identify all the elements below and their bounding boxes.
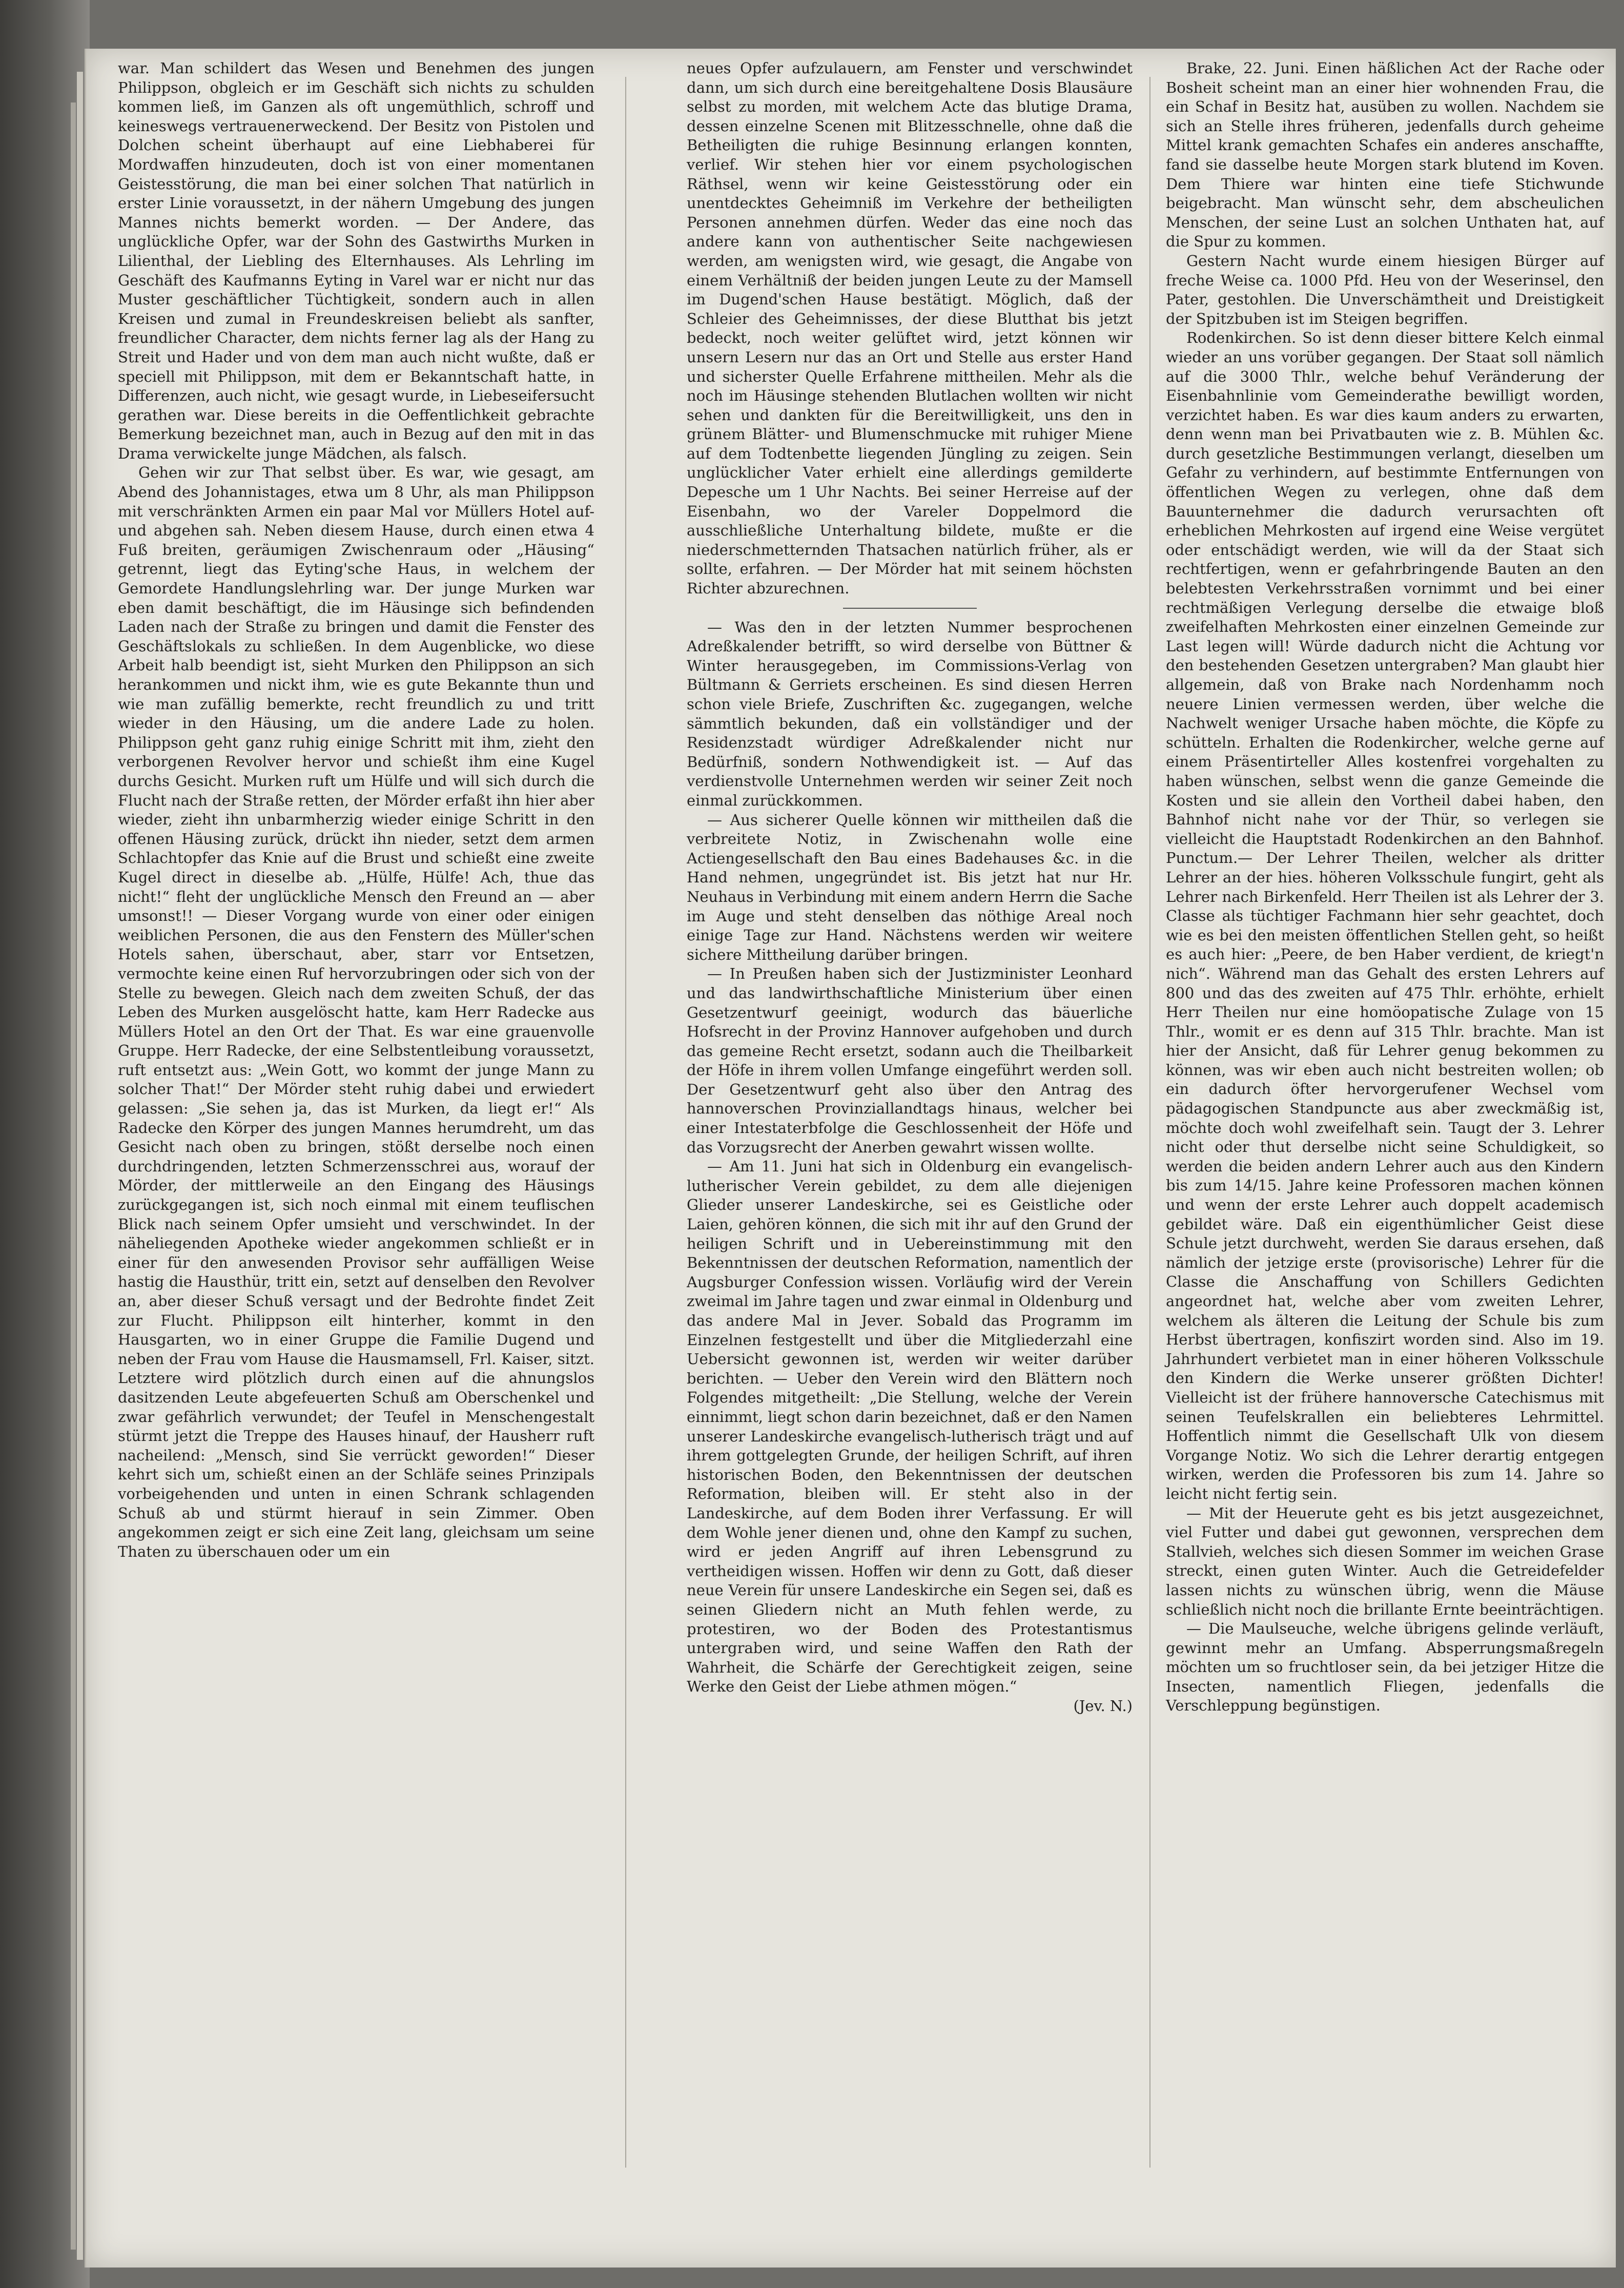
page-edge [77,72,83,2260]
column-rule [1149,77,1150,2168]
article-paragraph: neues Opfer aufzulauern, am Fenster und verschwindet dann, um sich durch eine bereitgehaltene Dosis Blausäure selbst zu morden, mit welchem Acte das blutige Drama, dessen einzelne Scenen mit Blitzesschnelle, ohne daß die Betheiligten die ruhige Besinnung erlangen konnten, verlief. Wir stehen hier vor einem psychologischen Räthsel, wenn wir keine Geistesstörung oder ein unentdecktes Geheimniß im Verkehre der betheiligten Personen annehmen dürfen. Weder das eine noch das andere kann von authentischer Seite nachgewiesen werden, am wenigsten wird, wie gesagt, die Angabe von einem Verhältniß der beiden jungen Leute zu der Mamsell im Dugend'schen Hause bestätigt. Möglich, daß der Schleier des Geheimnisses, der diese Blutthat bis jetzt bedeckt, noch weiter gelüftet wird, jetzt können wir unsern Lesern nur das an Ort und Stelle aus erster Hand und sicherster Quelle Erfahrene mittheilen. Mehr als die noch im Häusinge stehenden Blutlachen wollten wir nicht sehen und dankten für die Bereitwilligkeit, uns den in grünem Blätter- und Blumenschmucke mit ruhiger Miene auf dem Todtenbette liegenden Jüngling zu zeigen. Sein unglücklicher Vater erhielt eine allerdings gemilderte Depesche um 1 Uhr Nachts. Bei seiner Herreise auf der Eisenbahn, wo der Vareler Doppelmord die ausschließliche Unterhaltung bildete, mußte er die niederschmetternden Thatsachen natürlich früher, als er sollte, erfahren. — Der Mörder hat mit seinem höchsten Richter abzurechnen. [687,59,1133,597]
article-paragraph: — In Preußen haben sich der Justizminister Leonhard und das landwirthschaftliche Ministerium über einen Gesetzentwurf geeinigt, wodurch das bäuerliche Hofsrecht in der Provinz Hannover aufgehoben und durch das gemeine Recht ersetzt, sodann auch die Theilbarkeit der Höfe in ihrem vollen Umfange eingeführt werden soll. Der Gesetzentwurf geht also über den Antrag des hannoverschen Provinziallandtags hinaus, welcher bei einer Intestaterbfolge die Geschlossenheit der Höfe und das Vorzugsrecht der Anerben gewahrt wissen wollte. [687,965,1133,1156]
article-paragraph: — Aus sicherer Quelle können wir mittheilen daß die verbreitete Notiz, in Zwischenahn wolle eine Actiengesellschaft den Bau eines Badehauses &c. in die Hand nehmen, ungegründet ist. Bis jetzt hat nur Hr. Neuhaus in Verbindung mit einem andern Herrn die Sache im Auge und steht denselben das nöthige Areal noch einige Tage zur Hand. Nächstens werden wir weitere sichere Mittheilung darüber bringen. [687,811,1133,963]
column-1 [118,59,594,1561]
article-paragraph: — Was den in der letzten Nummer besprochenen Adreßkalender betrifft, so wird derselbe von Büttner & Winter herausgegeben, im Commissions-Verlag von Bültmann & Gerriets erscheinen. Es sind diesen Herren schon viele Briefe, Zuschriften &c. zugegangen, welche sämmtlich bekunden, daß ein vollständiger und der Residenzstadt würdiger Adreßkalender nicht nur Bedürfniß, sondern Nothwendigkeit ist. — Auf das verdienstvolle Unternehmen werden wir seiner Zeit noch einmal zurückkommen. [687,618,1133,809]
source-citation: (Jev. N.) [1073,1697,1133,1715]
column-2 [687,59,1133,1716]
article-paragraph: — Am 11. Juni hat sich in Oldenburg ein evangelisch-lutherischer Verein gebildet, zu dem alle diejenigen Glieder unserer Landeskirche, sei es Geistliche oder Laien, gehören können, die sich mit ihr auf den Grund der heiligen Schrift und in Uebereinstimmung mit den Bekenntnissen der deutschen Reformation, namentlich der Augsburger Confession wissen. Vorläufig wird der Verein zweimal im Jahre tagen und zwar einmal in Oldenburg und das andere Mal in Jever. Sobald das Programm im Einzelnen festgestellt und über die Mitgliederzahl eine Uebersicht gewonnen ist, werden wir weiter darüber berichten. — Ueber den Verein wird den Blättern noch Folgendes mitgetheilt: „Die Stellung, welche der Verein einnimmt, liegt schon darin bezeichnet, daß er den Namen unserer Landeskirche evangelisch-lutherisch trägt und auf ihrem gottgelegten Grunde, der heiligen Schrift, auf ihren historischen Boden, den Bekenntnissen der deutschen Reformation, bleiben will. Er steht also in der Landeskirche, auf dem Boden ihrer Verfassung. Er will dem Wohle jener dienen und, ohne den Kampf zu suchen, wird er jeden Angriff auf ihren Lebensgrund zu vertheidigen wissen. Hoffen wir denn zu Gott, daß dieser neue Verein für unsere Landeskirche ein Segen sei, daß es seinen Gliedern nicht an Muth fehlen werde, zu protestiren, wo der Boden des Protestantismus untergraben wird, und seine Waffen den Rath der Wahrheit, die Schärfe der Gerechtigkeit zeigen, seine Werke den Geist der Liebe athmen mögen.“ [687,1158,1133,1696]
article-paragraph: Gehen wir zur That selbst über. Es war, wie gesagt, am Abend des Johannistages, etwa um 8 Uhr, als man Philippson mit verschränkten Armen ein paar Mal vor Müllers Hotel auf- und abgehen sah. Neben diesem Hause, durch einen etwa 4 Fuß breiten, geräumigen Zwischenraum oder „Häusing“ getrennt, liegt das Eyting'sche Haus, in welchem der Gemordete Handlungslehrling war. Der junge Murken war eben damit beschäftigt, die im Häusinge sich befindenden Laden nach der Straße zu bringen und damit die Fenster des Geschäftslokals zu schließen. In dem Augenblicke, wo diese Arbeit halb beendigt ist, sieht Murken den Philippson an sich herankommen und nickt ihm, wie es gute Bekannte thun und wie man zufällig bemerkte, recht freundlich zu und tritt wieder in den Häusing, um die andere Lade zu holen. Philippson geht ganz ruhig einige Schritt mit ihm, zieht den verborgenen Revolver hervor und schießt ihm eine Kugel durchs Gesicht. Murken ruft um Hülfe und will sich durch die Flucht nach der Straße retten, der Mörder erfaßt ihn hier aber wieder, zieht ihn unbarmherzig wieder einige Schritt in den offenen Häusing zurück, drückt ihn nieder, setzt dem armen Schlachtopfer das Knie auf die Brust und schießt eine zweite Kugel direct in dieselbe ab. „Hülfe, Hülfe! Ach, thue das nicht!“ fleht der unglückliche Mensch den Freund an — aber umsonst!! — Dieser Vorgang wurde von einer oder einigen weiblichen Personen, die aus den Fenstern des Müller'schen Hotels sahen, überschaut, aber, starr vor Entsetzen, vermochte keine einen Ruf hervorzubringen oder sich von der Stelle zu bewegen. Gleich nach dem zweiten Schuß, der das Leben des Murken ausgelöscht hatte, kam Herr Radecke aus Müllers Hotel an den Ort der That. Es war eine grauenvolle Gruppe. Herr Radecke, der eine Selbstentleibung voraussetzt, ruft entsetzt aus: „Wein Gott, wo kommt der junge Mann zu solcher That!“ Der Mörder steht ruhig dabei und erwiedert gelassen: „Sie sehen ja, das ist Murken, da liegt er!“ Als Radecke den Körper des jungen Mannes herumdreht, um das Gesicht nach oben zu bringen, stößt derselbe noch einen durchdringenden, letzten Schmerzensschrei aus, worauf der Mörder, der mittlerweile an den Eingang des Häusings zurückgegangen ist, sich noch einmal mit einem teuflischen Blick nach seinem Opfer umsieht und verschwindet. In der näheliegenden Apotheke wieder angekommen schließt er in einer für den anwesenden Provisor sehr auffälligen Weise hastig die Hausthür, tritt ein, setzt auf denselben den Revolver an, aber dieser Schuß versagt und der Bedrohte findet Zeit zur Flucht. Philippson eilt hinterher, kommt in den Hausgarten, wo in einer Gruppe die Familie Dugend und neben der Frau vom Hause die Hausmamsell, Frl. Kaiser, sitzt. Letztere wird plötzlich durch einen auf die ahnungslos dasitzenden Leute abgefeuerten Schuß am Oberschenkel und zwar gefährlich verwundet; der Teufel in Menschengestalt stürmt jetzt die Treppe des Hauses hinauf, der Hausherr ruft nacheilend: „Mensch, sind Sie verrückt geworden!“ Dieser kehrt sich um, schießt einen an der Schläfe seines Prinzipals vorbeigehenden und unten in einen Schrank schlagenden Schuß ab und stürmt hierauf in sein Zimmer. Oben angekommen zeigt er sich eine Zeit lang, gleichsam um seine Thaten zu überschauen oder um ein [118,464,594,1560]
section-divider [687,601,1133,616]
article-paragraph: Gestern Nacht wurde einem hiesigen Bürger auf freche Weise ca. 1000 Pfd. Heu von der Weserinsel, den Pater, gestohlen. Die Unverschämtheit und Dreistigkeit der Spitzbuben ist im Steigen begriffen. [1166,252,1604,327]
column-3 [1166,59,1604,1716]
article-paragraph: — Mit der Heuerute geht es bis jetzt ausgezeichnet, viel Futter und dabei gut gewonnen, versprechen dem Stallvieh, welches sich diesen Sommer im weichen Grase streckt, einen guten Winter. Auch die Getreidefelder lassen nichts zu wünschen übrig, wenn die Mäuse schließlich nicht noch die brillante Ernte beeinträchtigen. [1166,1504,1604,1618]
article-paragraph: Brake, 22. Juni. Einen häßlichen Act der Rache oder Bosheit scheint man an einer hier wohnenden Frau, die ein Schaf in Besitz hat, ausüben zu wollen. Nachdem sie sich an Stelle ihres früheren, jedenfalls durch geheime Mittel krank gemachten Schafes ein anderes anschaffte, fand sie dasselbe heute Morgen stark blutend im Koven. Dem Thiere war hinten eine tiefe Stichwunde beigebracht. Man wünscht sehr, dem abscheulichen Menschen, der seine Lust an solchen Unthaten hat, auf die Spur zu kommen. [1166,59,1604,251]
column-rule [625,77,626,2168]
page-edge [71,102,76,2250]
article-paragraph: — Die Maulseuche, welche übrigens gelinde verläuft, gewinnt mehr an Umfang. Absperrungsmaßregeln möchten um so fruchtloser sein, da bei jetziger Hitze die Insecten, namentlich Fliegen, jedenfalls die Verschleppung begünstigen. [1166,1620,1604,1715]
article-paragraph: war. Man schildert das Wesen und Benehmen des jungen Philippson, obgleich er im Geschäft sich nichts zu schulden kommen ließ, im Ganzen als oft ungemüthlich, schroff und keineswegs vertrauenerweckend. Der Besitz von Pistolen und Dolchen scheint überhaupt auf eine Liebhaberei für Mordwaffen hinzudeuten, doch ist von einer momentanen Geistesstörung, die man bei einer solchen That natürlich in erster Linie voraussetzt, in der nähern Umgebung des jungen Mannes nichts bemerkt worden. — Der Andere, das unglückliche Opfer, war der Sohn des Gastwirths Murken in Lilienthal, der Liebling des Elternhauses. Als Lehrling im Geschäft des Kaufmanns Eyting in Varel war er nicht nur das Muster geschäftlicher Tüchtigkeit, sondern auch in allen Kreisen und zumal in Freundeskreisen beliebt als sanfter, freundlicher Character, dem nichts ferner lag als der Hang zu Streit und Hader und von dem man auch nicht wußte, daß er speciell mit Philippson, mit dem er Bekanntschaft hatte, in Differenzen, auch nicht, wie gesagt wurde, in Liebeseifersucht gerathen war. Diese bereits in die Oeffentlichkeit gebrachte Bemerkung bezeichnet man, auch in Bezug auf den mit in das Drama verwickelte junge Mädchen, als falsch. [118,59,594,462]
article-paragraph: Rodenkirchen. So ist denn dieser bittere Kelch einmal wieder an uns vorüber gegangen. Der Staat soll nämlich auf die 3000 Thlr., welche behuf Veränderung der Eisenbahnlinie vom Gemeinderathe bewilligt worden, verzichtet haben. Es war dies kaum anders zu erwarten, denn wenn man bei Privatbauten wie z. B. Mühlen &c. durch gesetzliche Bestimmungen verlangt, dieselben um Gefahr zu verhindern, auf bestimmte Entfernungen von öffentlichen Wegen zu verlegen, ohne daß dem Bauunternehmer die dadurch verursachten oft erheblichen Mehrkosten auf irgend eine Weise vergütet oder entschädigt werden, wie will da der Staat sich rechtfertigen, wenn er gefahrbringende Bauten an den belebtesten Verkehrsstraßen vornimmt und bei einer rechtmäßigen Verlegung derselbe die etwaige bloß zweifelhaften Mehrkosten einer einzelnen Gemeinde zur Last legen will! Würde dadurch nicht die Achtung vor den bestehenden Gesetzen untergraben? Man glaubt hier allgemein, daß von Brake nach Nordenhamm noch neuere Linien vermessen werden, über welche die Nachwelt weniger Ursache haben möchte, die Köpfe zu schütteln. Erhalten die Rodenkircher, welche gerne auf einem Präsentirteller Alles kostenfrei vorgehalten zu haben wünschen, selbst wenn die ganze Gemeinde die Kosten und sie allein den Vortheil dabei haben, den Bahnhof nicht nahe vor der Thür, so verlegen sie vielleicht die Hauptstadt Rodenkirchen an den Bahnhof. Punctum.— Der Lehrer Theilen, welcher als dritter Lehrer an der hies. höheren Volksschule fungirt, geht als Lehrer nach Birkenfeld. Herr Theilen ist als Lehrer der 3. Classe als tüchtiger Fachmann hier sehr geachtet, doch wie es bei den meisten öffentlichen Stellen geht, so heißt es auch hier: „Peere, de ben Haber verdient, de kriegt'n nich“. Während man das Gehalt des ersten Lehrers auf 800 und das des zweiten auf 475 Thlr. erhöhte, erhielt Herr Theilen nur eine homöopatische Zulage von 15 Thlr., womit er es denn auf 315 Thlr. brachte. Man ist hier der Ansicht, daß für Lehrer genug bekommen zu können, was wir eben auch nicht bestreiten wollen; ob ein dadurch öfter hervorgerufener Wechsel vom pädagogischen Standpuncte aus aber zweckmäßig ist, möchte doch wohl zweifelhaft sein. Taugt der 3. Lehrer nicht oder thut derselbe nicht seine Schuldigkeit, so werden die beiden andern Lehrer auch aus den Kindern bis zum 14/15. Jahre keine Professoren machen können und wenn der erste Lehrer auch doppelt academisch gebildet wäre. Daß ein eigenthümlicher Geist diese Schule jetzt durchweht, werden Sie daraus ersehen, daß nämlich der jetzige erste (provisorische) Lehrer für die Classe die Anschaffung von Schillers Gedichten angeordnet hat, welche aber vom zweiten Lehrer, welchem als älteren die Leitung der Schule bis zum Herbst übertragen, konfiszirt worden sind. Also im 19. Jahrhundert verbietet man in einer höheren Volksschule den Kindern die Werke unserer größten Dichter! Vielleicht ist der frühere hannoversche Catechismus mit seinen Teufelskrallen ein beliebteres Lehrmittel. Hoffentlich nimmt die Gesellschaft Ulk von diesem Vorgange Notiz. Wo sich die Lehrer derartig entgegen wirken, werden die Professoren bis zum 14. Jahre so leicht nicht fertig sein. [1166,329,1604,1502]
background-shadow [0,0,90,2288]
